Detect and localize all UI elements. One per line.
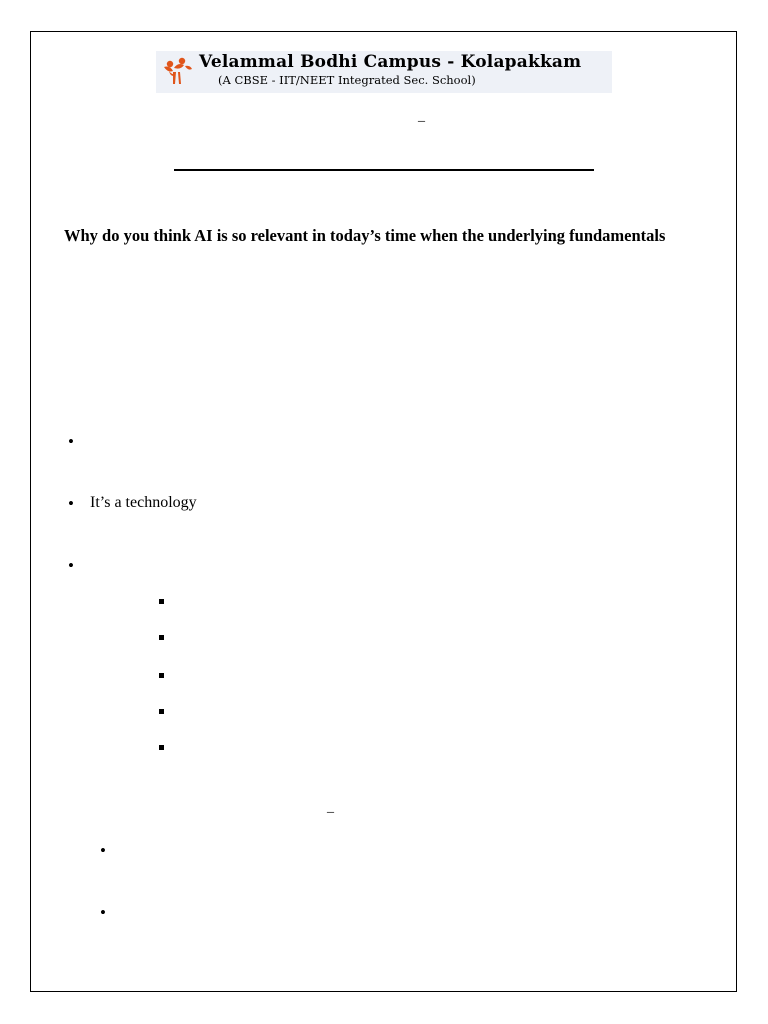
school-logo-icon [161, 55, 193, 85]
square-bullet-icon [159, 709, 164, 714]
title-underline [174, 169, 594, 171]
square-bullet-icon [159, 673, 164, 678]
dash-mark-top: _ [418, 109, 425, 124]
school-name: Velammal Bodhi Campus - Kolapakkam [199, 52, 582, 72]
bullet-icon: • [68, 432, 74, 451]
bullet-icon: • [68, 494, 74, 513]
bullet-icon: • [100, 841, 106, 860]
dash-mark-middle: _ [327, 800, 334, 815]
question-text: Why do you think AI is so relevant in today’s time when the underlying fundamentals [64, 226, 666, 245]
square-bullet-icon [159, 635, 164, 640]
school-subtitle: (A CBSE - IIT/NEET Integrated Sec. School) [218, 73, 476, 87]
list-item-text: It’s a technology [90, 494, 197, 511]
bullet-icon: • [100, 903, 106, 922]
square-bullet-icon [159, 745, 164, 750]
square-bullet-icon [159, 599, 164, 604]
bullet-icon: • [68, 556, 74, 575]
